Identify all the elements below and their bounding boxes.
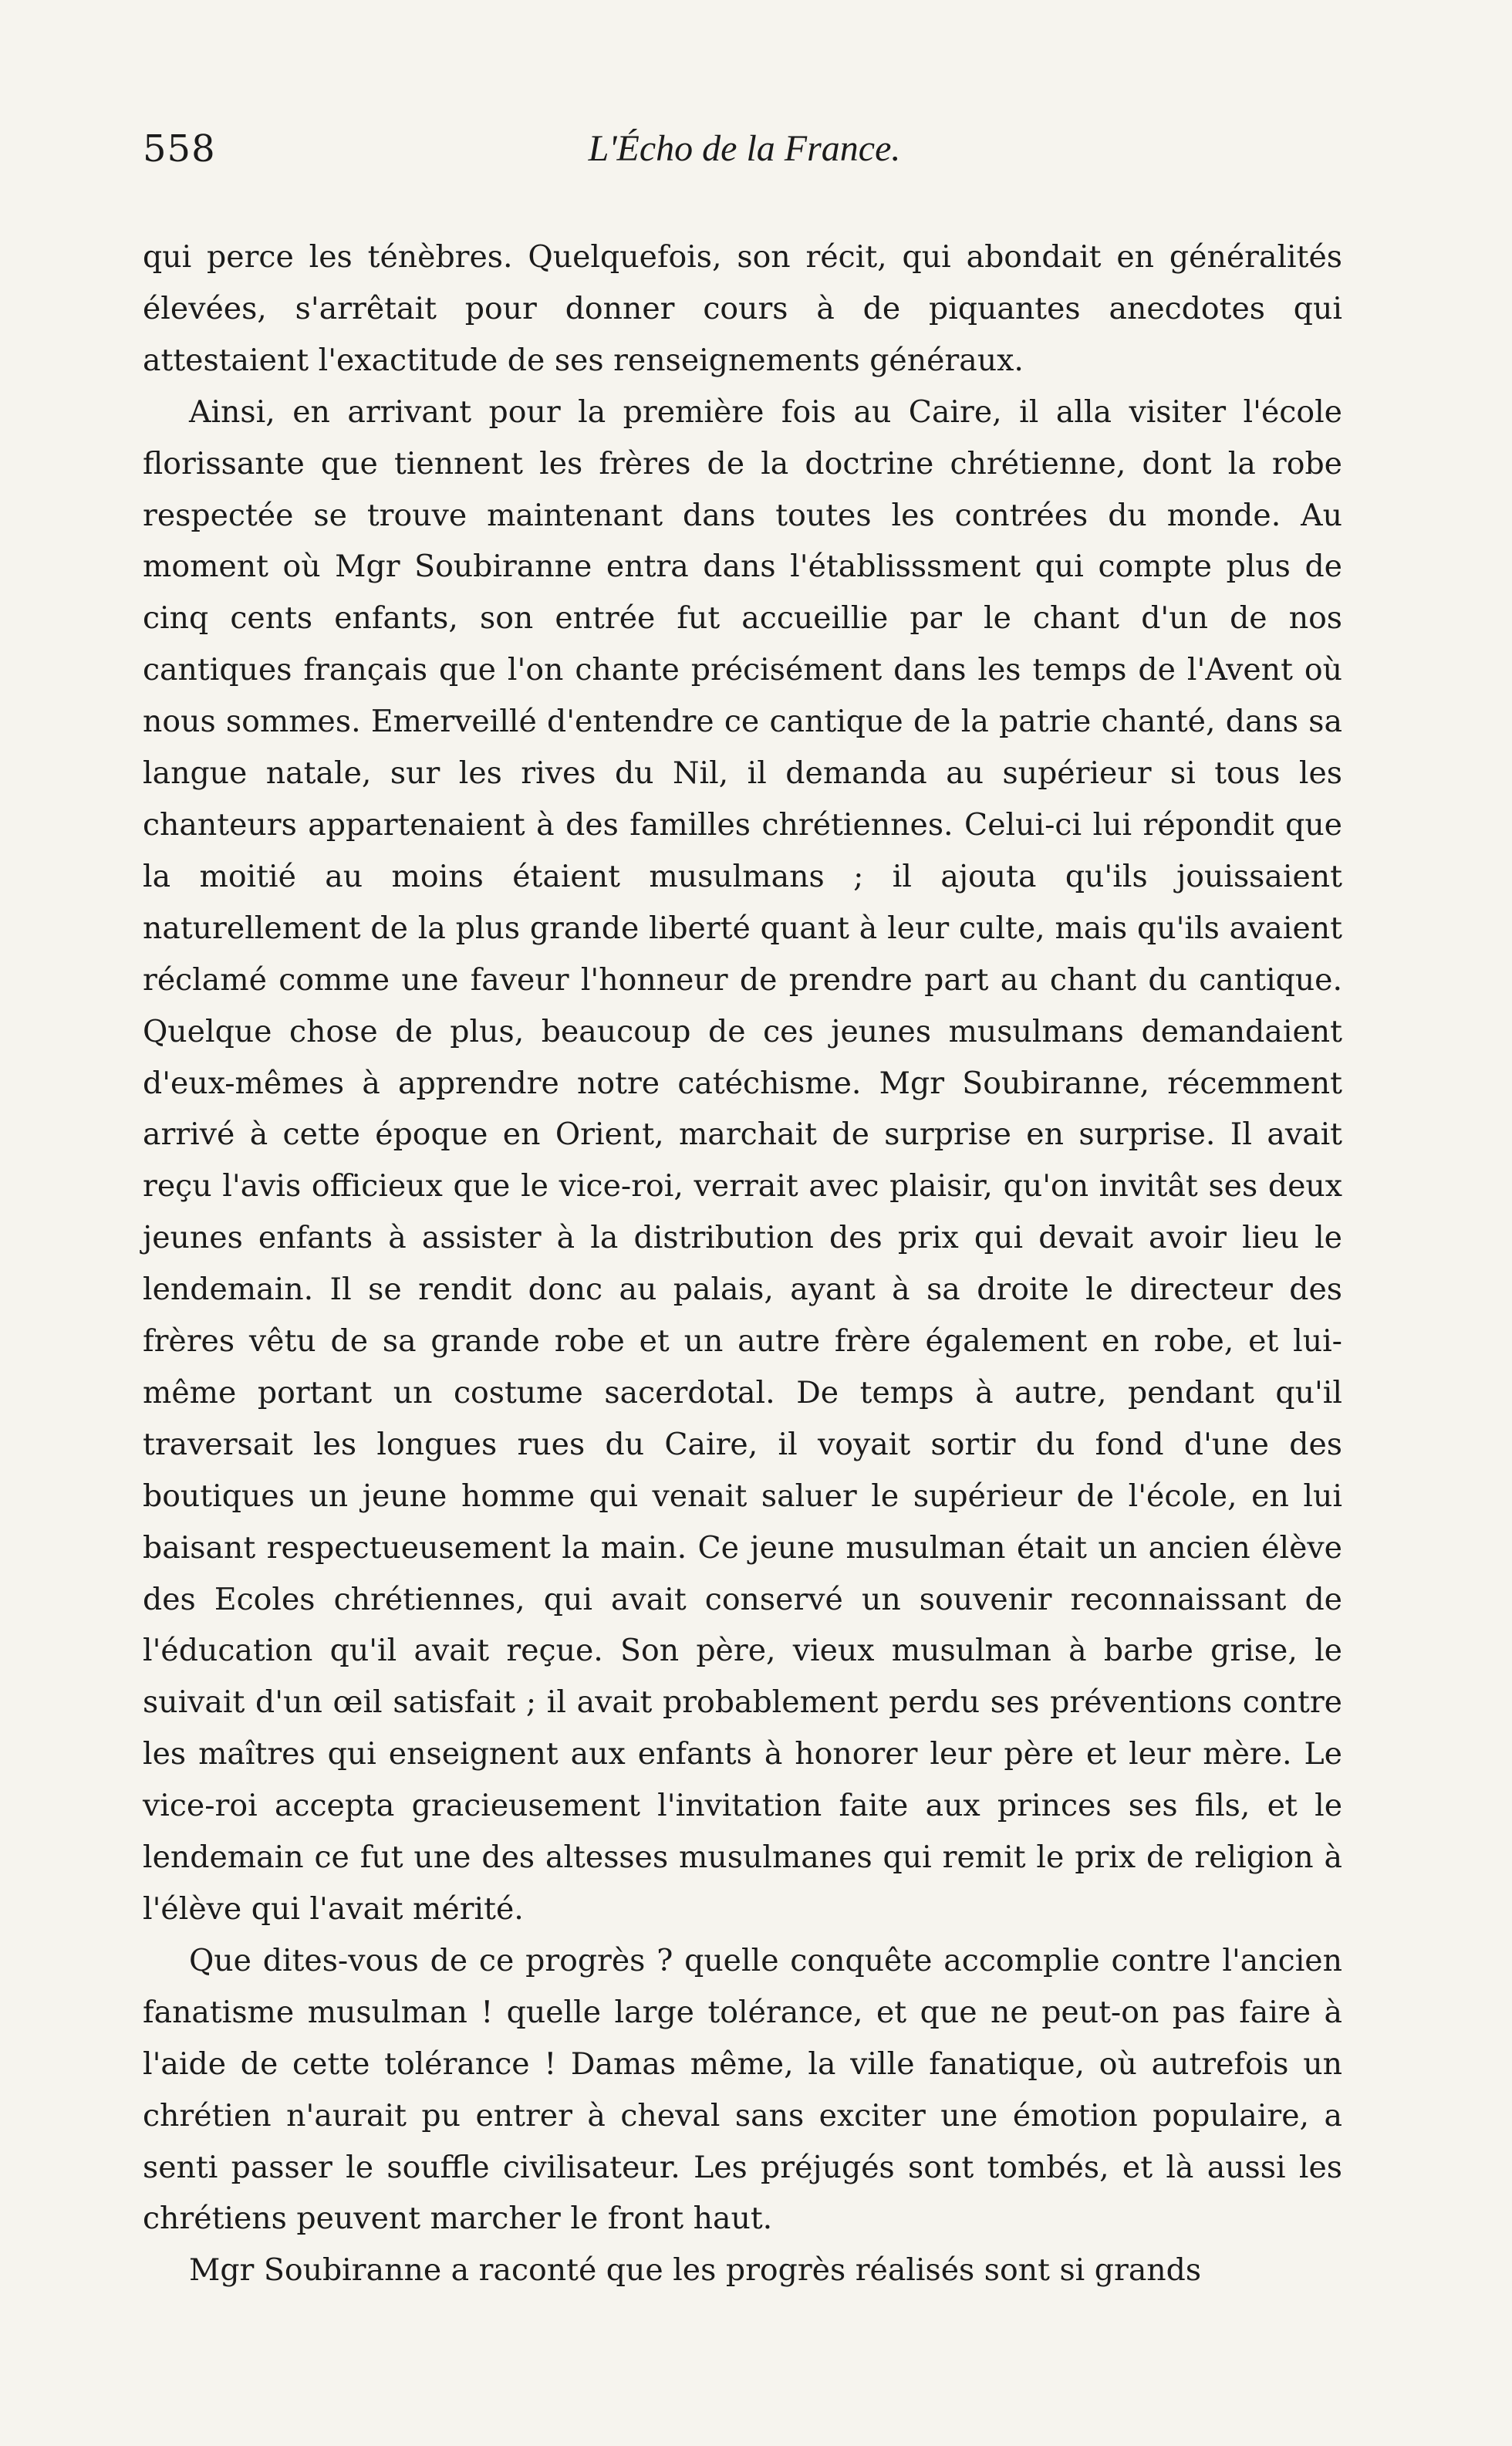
paragraph: Ainsi, en arrivant pour la première fois au Caire, il alla visiter l'école florissante que tiennent les frères de la doctrine chrétienne, dont la robe respectée se trouve maintenant dans toutes les contrées du monde. Au moment où Mgr Soubiranne entra dans l'établisssment qui compte plus de cinq cents enfants, son entrée fut accueillie par le chant d'un de nos cantiques français que l'on chante précisément dans les temps de l'Avent où nous sommes. Emerveillé d'entendre ce cantique de la patrie chanté, dans sa langue natale, sur les rives du Nil, il demanda au supérieur si tous les chanteurs appartenaient à des familles chrétiennes. Celui-ci lui répondit que la moitié au moins étaient musulmans ; il ajouta qu'ils jouissaient naturellement de la plus grande liberté quant à leur culte, mais qu'ils avaient réclamé comme une faveur l'honneur de prendre part au chant du cantique. Quelque chose de plus, beaucoup de ces jeunes musulmans demandaient d'eux-mêmes à apprendre notre catéchisme. Mgr Soubiranne, récemment arrivé à cette époque en Orient, marchait de surprise en surprise. Il avait reçu l'avis officieux que le vice-roi, verrait avec plaisir, qu'on invitât ses deux jeunes enfants à assister à la distribution des prix qui devait avoir lieu le lendemain. Il se rendit donc au palais, ayant à sa droite le directeur des frères vêtu de sa grande robe et un autre frère également en robe, et lui-même portant un costume sacerdotal. De temps à autre, pendant qu'il traversait les longues rues du Caire, il voyait sortir du fond d'une des boutiques un jeune homme qui venait saluer le supérieur de l'école, en lui baisant respectueusement la main. Ce jeune musulman était un ancien élève des Ecoles chrétiennes, qui avait conservé un souvenir reconnaissant de l'éducation qu'il avait reçue. Son père, vieux musulman à barbe grise, le suivait d'un œil satisfait ; il avait probablement perdu ses préventions contre les maîtres qui enseignent aux enfants à honorer leur père et leur mère. Le vice-roi accepta gracieusement l'invitation faite aux princes ses fils, et le lendemain ce fut une des altesses musulmanes qui remit le prix de religion à l'élève qui l'avait mérité. [143,394,1342,1927]
running-title: L'Écho de la France. [588,128,901,169]
paragraph: Mgr Soubiranne a raconté que les progrès réalisés sont si grands [189,2252,1202,2289]
paragraph: Que dites-vous de ce progrès ? quelle conquête accomplie contre l'ancien fanatisme musulman ! quelle large tolérance, et que ne peut-on pas faire à l'aide de cette tolérance ! Damas même, la ville fanatique, où autrefois un chrétien n'aurait pu entrer à cheval sans exciter une émotion populaire, a senti passer le souffle civilisateur. Les préjugés sont tombés, et là aussi les chrétiens peuvent marcher le front haut. [143,1942,1342,2237]
body-text [143,231,1342,2296]
page-number: 558 [143,127,216,171]
paragraph-continued: qui perce les ténèbres. Quelquefois, son récit, qui abondait en généralités élevées, s'arrêtait pour donner cours à de piquantes anecdotes qui attestaient l'exactitude de ses renseignements généraux. [143,239,1342,378]
page-header [143,127,1346,189]
